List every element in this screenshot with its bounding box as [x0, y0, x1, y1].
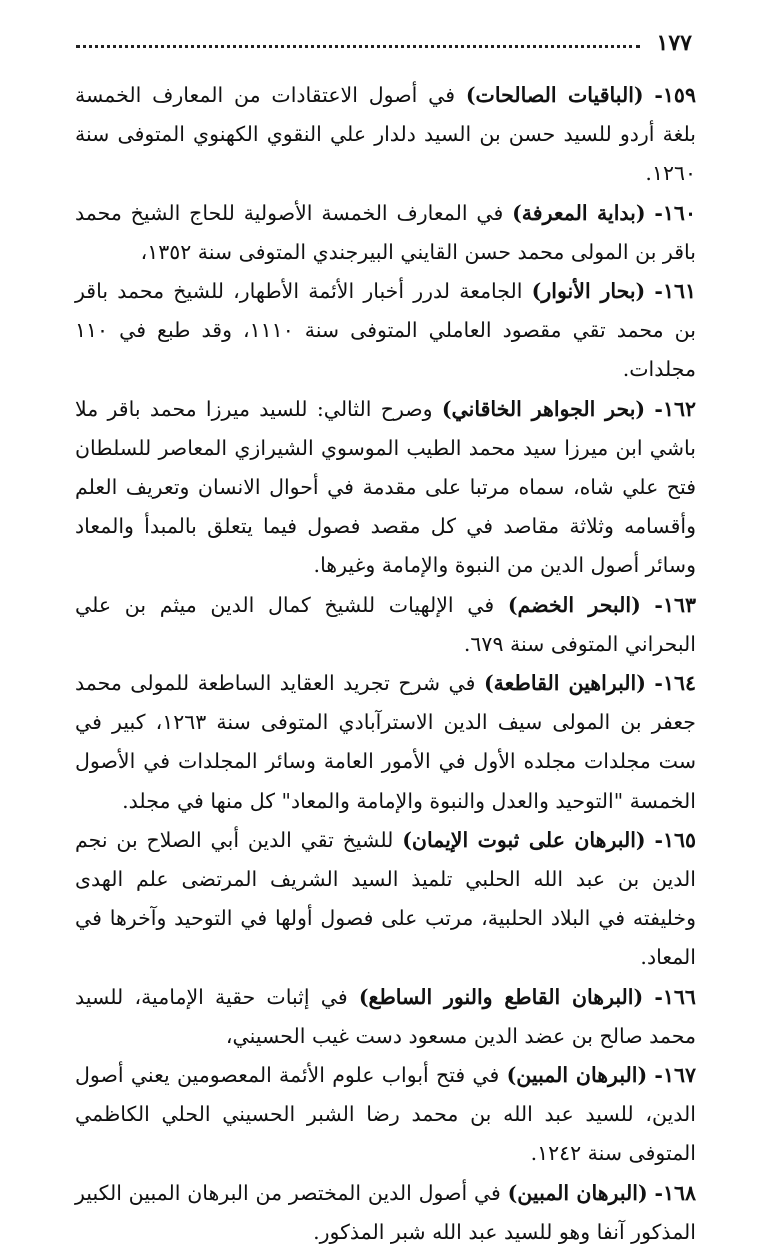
bibliography-entry — [75, 978, 696, 1056]
entry-text: للشيخ تقي الدين أبي الصلاح بن نجم الدين بن عبد الله الحلبي تلميذ السيد الشريف المرتضى علم الهدى وخليفته في البلاد الحلبية، مرتب على فصول أولها في التوحيد وآخرها في المعاد. — [75, 827, 696, 970]
entry-number: ١٦٢- — [654, 396, 696, 421]
entry-title: (بحر الجواهر الخاقاني) — [441, 396, 646, 421]
bibliography-entry — [75, 821, 696, 978]
entry-text: في أصول الدين المختصر من البرهان المبين الكبير المذكور آنفا وهو للسيد عبد الله شبر المذكور. — [75, 1180, 696, 1244]
entry-number: ١٦٠- — [654, 200, 696, 225]
bibliography-entry — [75, 76, 696, 194]
page-number: ١٧٧ — [656, 30, 692, 56]
entry-title: (البرهان القاطع والنور الساطع) — [358, 984, 644, 1009]
bibliography-entry — [75, 1056, 696, 1174]
entry-text: في شرح تجريد العقايد الساطعة للمولى محمد جعفر بن المولى سيف الدين الاسترآبادي المتوفى سنة ١٢٦٣، كبير في ست مجلدات مجلده الأول في الأمور العامة وسائر المجلدات في الأصول الخمسة "التوحيد والعدل والنبوة والإمامة والمعاد" كل منها في مجلد. — [75, 671, 696, 813]
header-dotted-rule — [76, 45, 640, 48]
entry-title: (الباقيات الصالحات) — [465, 83, 644, 107]
entry-number: ١٦٥- — [654, 827, 696, 852]
bibliography-entry — [75, 1174, 696, 1252]
entry-text: في أصول الاعتقادات من المعارف الخمسة بلغة أردو للسيد حسن بن السيد دلدار علي النقوي الكهنوي المتوفى سنة ١٢٦٠. — [75, 83, 696, 186]
entry-number: ١٦٨- — [654, 1180, 696, 1205]
entry-title: (البرهان على ثبوت الإيمان) — [402, 827, 646, 852]
entry-number: ١٦٤- — [654, 671, 696, 696]
entry-title: (بحار الأنوار) — [531, 279, 646, 304]
entry-text: في فتح أبواب علوم الأئمة المعصومين يعني أصول الدين، للسيد عبد الله بن محمد رضا الشبر الحسيني الحلي الكاظمي المتوفى سنة ١٢٤٢. — [75, 1063, 696, 1166]
entry-text: الجامعة لدرر أخبار الأئمة الأطهار، للشيخ محمد باقر بن محمد تقي مقصود العاملي المتوفى سنة ١١١٠، وقد طبع في ١١٠ مجلدات. — [75, 279, 696, 382]
entry-title: (بداية المعرفة) — [512, 200, 646, 225]
entry-text: في المعارف الخمسة الأصولية للحاج الشيخ محمد باقر بن المولى محمد حسن القايني البيرجندي المتوفى سنة ١٣٥٢، — [75, 200, 696, 264]
entry-text: في إثبات حقية الإمامية، للسيد محمد صالح بن عضد الدين مسعود دست غيب الحسيني، — [75, 984, 696, 1048]
entry-title: (البحر الخضم) — [507, 592, 641, 617]
entry-number: ١٥٩- — [654, 83, 696, 107]
bibliography-entry — [75, 586, 696, 664]
entry-number: ١٦١- — [654, 279, 696, 304]
entry-title: (البراهين القاطعة) — [483, 671, 646, 696]
entry-number: ١٦٦- — [654, 984, 696, 1009]
bibliography-entry — [75, 664, 696, 821]
bibliography-list — [75, 76, 696, 1252]
bibliography-entry — [75, 272, 696, 390]
entry-title: (البرهان المبين) — [506, 1063, 648, 1088]
entry-text: وصرح الثالي: للسيد ميرزا محمد باقر ملا باشي ابن ميرزا سيد محمد الطيب الموسوي الشيرازي المعاصر للسلطان فتح علي شاه، سماه مرتبا على مقدمة في أحوال الانسان وتعريف العلم وأقسامه وثلاثة مقاصد في كل مقصد فصول فيما يتعلق بالمبدأ والمعاد وسائر أصول الدين من النبوة والإمامة وغيرها. — [75, 396, 696, 578]
entry-title: (البرهان المبين) — [507, 1180, 648, 1205]
page-header — [76, 28, 692, 58]
entry-number: ١٦٧- — [654, 1063, 696, 1088]
bibliography-entry — [75, 194, 696, 272]
bibliography-entry — [75, 390, 696, 586]
entry-number: ١٦٣- — [654, 592, 696, 617]
entry-text: في الإلهيات للشيخ كمال الدين ميثم بن علي البحراني المتوفى سنة ٦٧٩. — [75, 592, 696, 656]
